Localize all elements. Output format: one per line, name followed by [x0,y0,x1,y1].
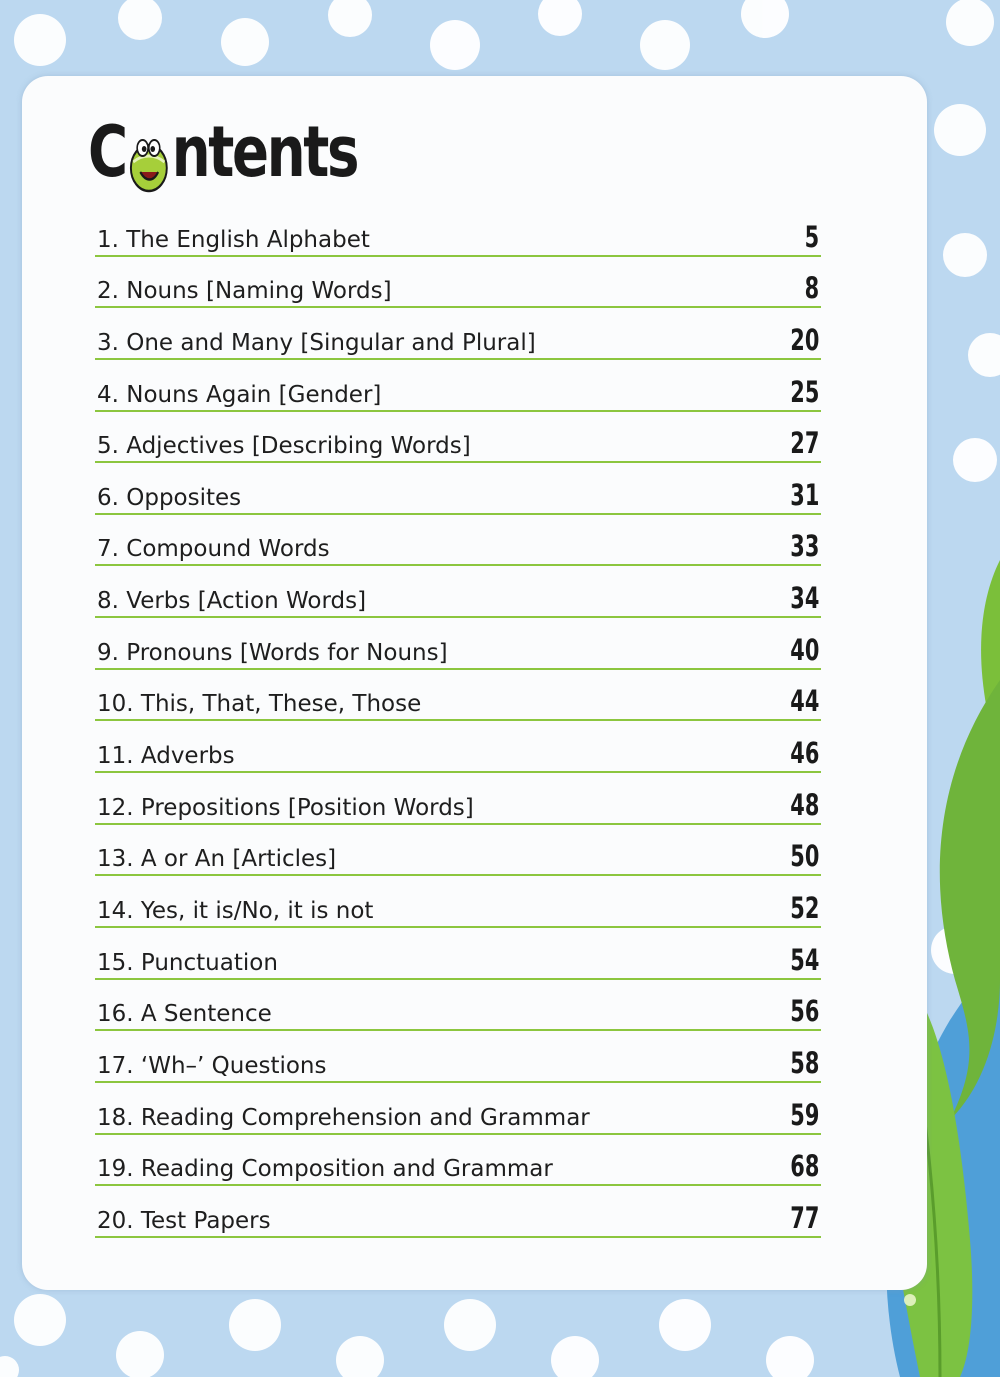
toc-entry-page: 27 [789,426,819,461]
toc-entry-title: 2. Nouns [Naming Words] [97,278,392,305]
toc-entry-page: 33 [789,529,819,564]
toc-entry-title: 3. One and Many [Singular and Plural] [97,329,536,356]
toc-entry[interactable] [95,1186,821,1238]
toc-entry-page: 52 [789,890,819,925]
toc-entry-title: 5. Adjectives [Describing Words] [97,433,471,460]
toc-entry[interactable] [95,308,821,360]
toc-entry-title: 20. Test Papers [97,1207,271,1234]
toc-entry-title: 17. ‘Wh–’ Questions [97,1052,327,1079]
toc-entry[interactable] [95,1031,821,1083]
heading-first-letter: C [88,111,126,193]
toc-entry-title: 9. Pronouns [Words for Nouns] [97,639,448,666]
toc-entry[interactable] [95,515,821,567]
toc-entry[interactable] [95,618,821,670]
cartoon-ball-mascot-icon [127,129,171,189]
toc-entry[interactable] [95,463,821,515]
toc-entry-title: 11. Adverbs [97,743,235,770]
toc-entry-title: 19. Reading Composition and Grammar [97,1156,553,1183]
toc-entry[interactable] [95,566,821,618]
toc-entry-title: 13. A or An [Articles] [97,846,337,873]
toc-entry[interactable] [95,412,821,464]
toc-entry-page: 50 [789,839,819,874]
toc-entry[interactable] [95,670,821,722]
toc-entry-page: 31 [789,477,819,512]
toc-entry-title: 18. Reading Comprehension and Grammar [97,1104,590,1131]
toc-entry-title: 14. Yes, it is/No, it is not [97,897,374,924]
toc-entry[interactable] [95,1135,821,1187]
toc-entry-title: 16. A Sentence [97,1001,272,1028]
toc-entry-page: 59 [789,1097,819,1132]
toc-entry[interactable] [95,721,821,773]
toc-entry-page: 56 [789,994,819,1029]
toc-entry-page: 44 [789,684,819,719]
toc-entry-title: 12. Prepositions [Position Words] [97,794,474,821]
toc-entry-page: 68 [789,1149,819,1184]
toc-entry-page: 48 [789,787,819,822]
toc-entry-page: 58 [789,1045,819,1080]
toc-entry[interactable] [95,980,821,1032]
toc-entry-page: 34 [789,581,819,616]
toc-entry-title: 8. Verbs [Action Words] [97,588,367,615]
toc-entry-page: 40 [789,632,819,667]
toc-entry[interactable] [95,1083,821,1135]
contents-heading [88,108,357,193]
toc-entry-page: 77 [789,1200,819,1235]
toc-entry-page: 25 [789,374,819,409]
toc-entry-page: 5 [804,219,819,254]
table-of-contents [95,205,821,1238]
toc-entry[interactable] [95,360,821,412]
toc-entry[interactable] [95,825,821,877]
toc-entry-title: 7. Compound Words [97,536,330,563]
toc-entry[interactable] [95,876,821,928]
toc-entry-page: 54 [789,942,819,977]
toc-entry-title: 1. The English Alphabet [97,226,370,253]
toc-entry-page: 46 [789,736,819,771]
toc-entry-title: 15. Punctuation [97,949,278,976]
toc-entry[interactable] [95,205,821,257]
toc-entry-title: 4. Nouns Again [Gender] [97,381,382,408]
toc-entry-page: 20 [789,322,819,357]
toc-entry-page: 8 [804,271,819,306]
toc-entry[interactable] [95,257,821,309]
toc-entry[interactable] [95,928,821,980]
toc-entry[interactable] [95,773,821,825]
toc-entry-title: 6. Opposites [97,484,242,511]
toc-entry-title: 10. This, That, These, Those [97,691,422,718]
heading-rest: ntents [171,111,358,193]
